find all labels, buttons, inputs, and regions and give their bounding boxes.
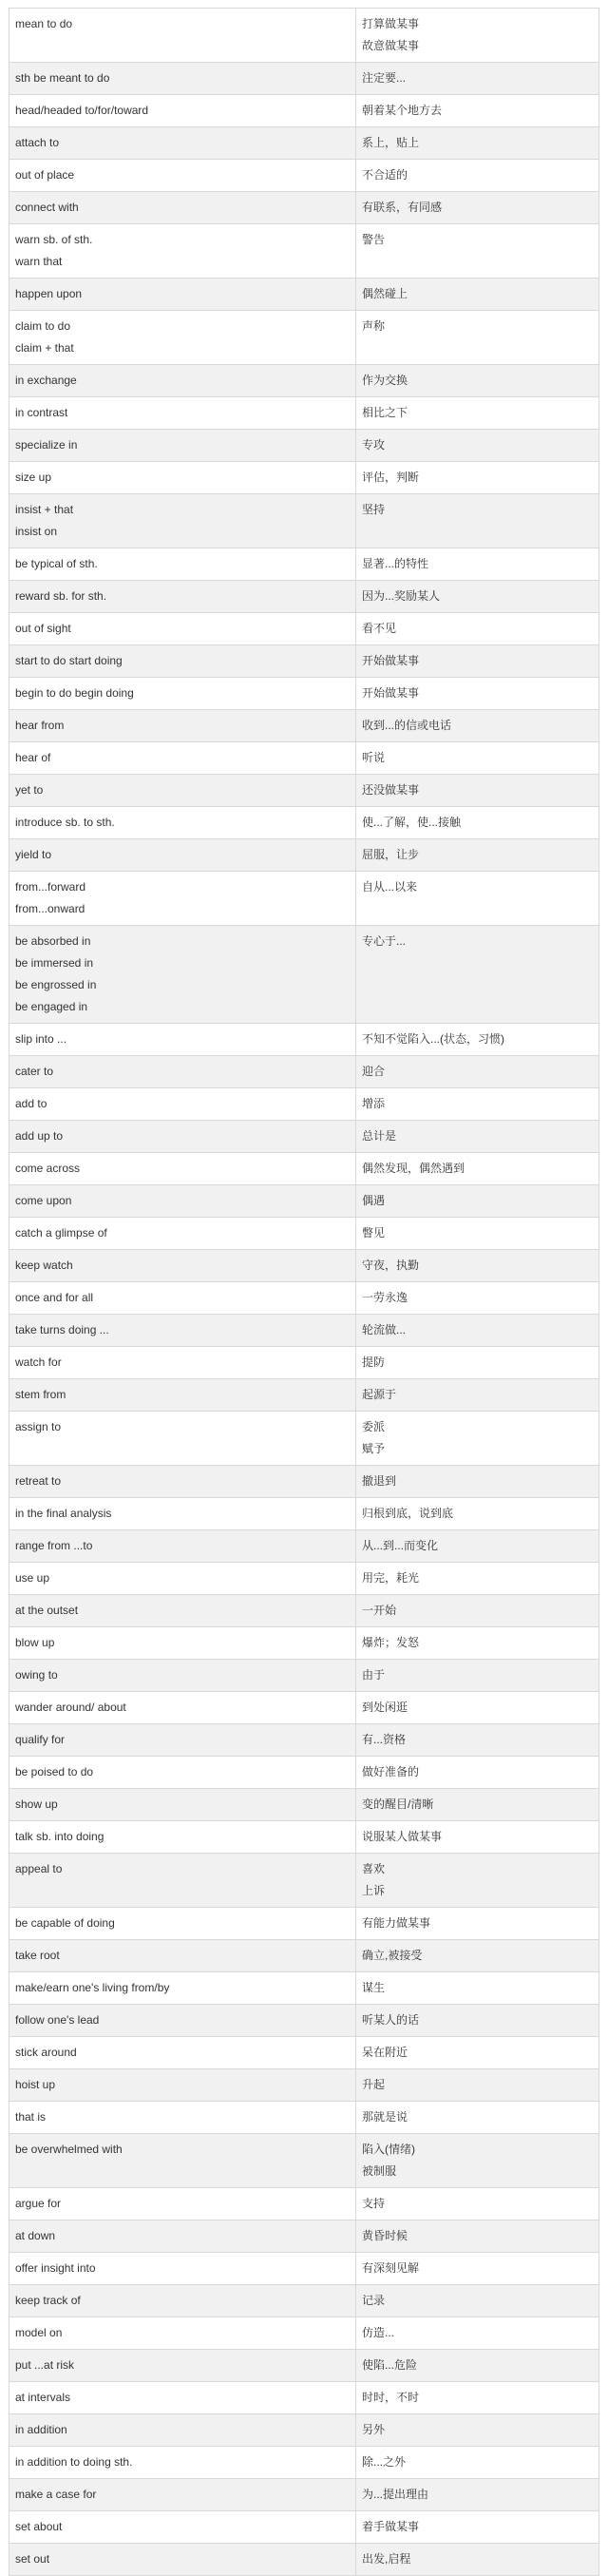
phrase-english: set about: [10, 2511, 356, 2544]
table-row: [10, 2511, 599, 2544]
phrase-chinese: 有联系，有同感: [356, 192, 599, 224]
table-row: [10, 678, 599, 710]
phrase-english: appeal to: [10, 1854, 356, 1908]
table-row: [10, 1908, 599, 1940]
phrase-chinese: 偶遇: [356, 1185, 599, 1218]
phrase-english: out of sight: [10, 613, 356, 645]
phrase-chinese: 专心于...: [356, 926, 599, 1024]
phrase-chinese: 声称: [356, 311, 599, 365]
phrase-english: be overwhelmed with: [10, 2134, 356, 2188]
table-row: [10, 2069, 599, 2102]
phrase-english: be capable of doing: [10, 1908, 356, 1940]
table-row: [10, 2479, 599, 2511]
table-row: [10, 2350, 599, 2382]
table-row: [10, 839, 599, 872]
phrase-chinese: 呆在附近: [356, 2037, 599, 2069]
phrase-english: be absorbed in be immersed in be engrossed in be engaged in: [10, 926, 356, 1024]
table-row: [10, 1821, 599, 1854]
phrase-chinese: 朝着某个地方去: [356, 95, 599, 127]
phrase-english: be poised to do: [10, 1757, 356, 1789]
phrase-english: stem from: [10, 1379, 356, 1412]
phrase-english: that is: [10, 2102, 356, 2134]
phrase-chinese: 坚持: [356, 494, 599, 548]
table-row: [10, 1056, 599, 1088]
table-row: [10, 2037, 599, 2069]
phrase-english: retreat to: [10, 1466, 356, 1498]
phrase-chinese: 确立,被接受: [356, 1940, 599, 1972]
phrase-chinese: 听某人的话: [356, 2005, 599, 2037]
phrase-english: once and for all: [10, 1282, 356, 1315]
phrase-chinese: 升起: [356, 2069, 599, 2102]
table-row: [10, 1972, 599, 2005]
table-row: [10, 2382, 599, 2414]
phrase-english: claim to do claim + that: [10, 311, 356, 365]
table-row: [10, 2317, 599, 2350]
table-row: [10, 1282, 599, 1315]
phrase-english: hoist up: [10, 2069, 356, 2102]
phrase-english: model on: [10, 2317, 356, 2350]
phrase-chinese: 出发,启程: [356, 2544, 599, 2576]
table-row: [10, 1466, 599, 1498]
phrase-chinese: 委派 赋予: [356, 1412, 599, 1466]
phrase-english: stick around: [10, 2037, 356, 2069]
phrase-english: out of place: [10, 160, 356, 192]
table-row: [10, 2102, 599, 2134]
phrase-english: reward sb. for sth.: [10, 581, 356, 613]
phrase-chinese: 轮流做...: [356, 1315, 599, 1347]
phrase-chinese: 起源于: [356, 1379, 599, 1412]
phrase-chinese: 另外: [356, 2414, 599, 2447]
phrase-chinese: 支持: [356, 2188, 599, 2220]
table-row: [10, 2544, 599, 2576]
table-row: [10, 1379, 599, 1412]
phrase-chinese: 提防: [356, 1347, 599, 1379]
table-row: [10, 1498, 599, 1530]
phrase-chinese: 系上，贴上: [356, 127, 599, 160]
phrase-chinese: 爆炸；发怒: [356, 1627, 599, 1660]
phrase-chinese: 由于: [356, 1660, 599, 1692]
phrase-chinese: 看不见: [356, 613, 599, 645]
phrase-english: specialize in: [10, 430, 356, 462]
table-row: [10, 430, 599, 462]
phrase-chinese: 专攻: [356, 430, 599, 462]
phrase-chinese: 迎合: [356, 1056, 599, 1088]
phrase-english: head/headed to/for/toward: [10, 95, 356, 127]
phrase-chinese: 黄昏时候: [356, 2220, 599, 2253]
phrase-chinese: 收到...的信或电话: [356, 710, 599, 742]
phrase-chinese: 那就是说: [356, 2102, 599, 2134]
table-row: [10, 311, 599, 365]
table-row: [10, 279, 599, 311]
phrase-english: come upon: [10, 1185, 356, 1218]
table-row: [10, 2220, 599, 2253]
phrase-chinese: 开始做某事: [356, 678, 599, 710]
phrase-english: talk sb. into doing: [10, 1821, 356, 1854]
phrase-english: assign to: [10, 1412, 356, 1466]
phrase-english: sth be meant to do: [10, 63, 356, 95]
phrase-english: begin to do begin doing: [10, 678, 356, 710]
phrase-english: catch a glimpse of: [10, 1218, 356, 1250]
phrase-chinese: 一劳永逸: [356, 1282, 599, 1315]
table-row: [10, 613, 599, 645]
phrase-english: in the final analysis: [10, 1498, 356, 1530]
phrase-english: wander around/ about: [10, 1692, 356, 1724]
phrase-chinese: 有能力做某事: [356, 1908, 599, 1940]
phrase-chinese: 仿造...: [356, 2317, 599, 2350]
phrase-english: hear of: [10, 742, 356, 775]
phrase-chinese: 到处闲逛: [356, 1692, 599, 1724]
phrase-english: make a case for: [10, 2479, 356, 2511]
phrase-chinese: 打算做某事 故意做某事: [356, 9, 599, 63]
phrase-chinese: 相比之下: [356, 397, 599, 430]
phrase-english: at intervals: [10, 2382, 356, 2414]
phrase-table: [9, 8, 599, 2576]
table-row: [10, 1854, 599, 1908]
phrase-english: argue for: [10, 2188, 356, 2220]
phrase-chinese: 显著...的特性: [356, 548, 599, 581]
table-row: [10, 775, 599, 807]
table-row: [10, 872, 599, 926]
table-row: [10, 645, 599, 678]
table-row: [10, 1088, 599, 1121]
table-row: [10, 710, 599, 742]
table-row: [10, 160, 599, 192]
table-row: [10, 2253, 599, 2285]
phrase-english: come across: [10, 1153, 356, 1185]
table-row: [10, 1218, 599, 1250]
phrase-chinese: 从...到...而变化: [356, 1530, 599, 1563]
table-row: [10, 1724, 599, 1757]
table-row: [10, 581, 599, 613]
phrase-chinese: 记录: [356, 2285, 599, 2317]
table-row: [10, 1024, 599, 1056]
phrase-chinese: 作为交换: [356, 365, 599, 397]
table-row: [10, 462, 599, 494]
table-row: [10, 2447, 599, 2479]
table-row: [10, 365, 599, 397]
phrase-english: happen upon: [10, 279, 356, 311]
phrase-chinese: 评估，判断: [356, 462, 599, 494]
phrase-chinese: 做好准备的: [356, 1757, 599, 1789]
phrase-chinese: 除...之外: [356, 2447, 599, 2479]
phrase-chinese: 守夜，执勤: [356, 1250, 599, 1282]
table-row: [10, 548, 599, 581]
phrase-chinese: 总计是: [356, 1121, 599, 1153]
table-row: [10, 742, 599, 775]
phrase-english: follow one's lead: [10, 2005, 356, 2037]
table-row: [10, 127, 599, 160]
phrase-chinese: 有...资格: [356, 1724, 599, 1757]
phrase-chinese: 不合适的: [356, 160, 599, 192]
table-row: [10, 95, 599, 127]
phrase-english: take root: [10, 1940, 356, 1972]
phrase-chinese: 使...了解，使...接触: [356, 807, 599, 839]
phrase-chinese: 瞥见: [356, 1218, 599, 1250]
phrase-chinese: 自从...以来: [356, 872, 599, 926]
phrase-chinese: 不知不觉陷入...(状态，习惯): [356, 1024, 599, 1056]
phrase-english: in addition to doing sth.: [10, 2447, 356, 2479]
phrase-chinese: 听说: [356, 742, 599, 775]
phrase-english: size up: [10, 462, 356, 494]
phrase-chinese: 偶然碰上: [356, 279, 599, 311]
table-row: [10, 1627, 599, 1660]
phrase-english: introduce sb. to sth.: [10, 807, 356, 839]
phrase-english: cater to: [10, 1056, 356, 1088]
phrase-chinese: 警告: [356, 224, 599, 279]
table-row: [10, 1185, 599, 1218]
table-row: [10, 2188, 599, 2220]
table-row: [10, 807, 599, 839]
table-row: [10, 9, 599, 63]
phrase-english: watch for: [10, 1347, 356, 1379]
phrase-chinese: 喜欢 上诉: [356, 1854, 599, 1908]
phrase-english: use up: [10, 1563, 356, 1595]
phrase-chinese: 使陷...危险: [356, 2350, 599, 2382]
table-row: [10, 2414, 599, 2447]
phrase-chinese: 时时，不时: [356, 2382, 599, 2414]
phrase-english: connect with: [10, 192, 356, 224]
phrase-chinese: 变的醒目/清晰: [356, 1789, 599, 1821]
phrase-english: offer insight into: [10, 2253, 356, 2285]
table-row: [10, 224, 599, 279]
table-row: [10, 1250, 599, 1282]
phrase-table-body: [10, 9, 599, 2576]
phrase-english: insist + that insist on: [10, 494, 356, 548]
table-row: [10, 494, 599, 548]
phrase-english: keep watch: [10, 1250, 356, 1282]
phrase-english: add to: [10, 1088, 356, 1121]
phrase-chinese: 有深刻见解: [356, 2253, 599, 2285]
phrase-chinese: 陷入(情绪) 被制服: [356, 2134, 599, 2188]
table-row: [10, 1789, 599, 1821]
phrase-english: in addition: [10, 2414, 356, 2447]
phrase-english: start to do start doing: [10, 645, 356, 678]
table-row: [10, 397, 599, 430]
phrase-english: blow up: [10, 1627, 356, 1660]
table-row: [10, 1660, 599, 1692]
phrase-english: owing to: [10, 1660, 356, 1692]
table-row: [10, 1530, 599, 1563]
phrase-english: make/earn one's living from/by: [10, 1972, 356, 2005]
phrase-english: be typical of sth.: [10, 548, 356, 581]
phrase-chinese: 增添: [356, 1088, 599, 1121]
phrase-chinese: 为...提出理由: [356, 2479, 599, 2511]
phrase-english: in exchange: [10, 365, 356, 397]
phrase-english: yield to: [10, 839, 356, 872]
phrase-english: take turns doing ...: [10, 1315, 356, 1347]
phrase-english: at the outset: [10, 1595, 356, 1627]
table-row: [10, 192, 599, 224]
phrase-chinese: 撤退到: [356, 1466, 599, 1498]
table-row: [10, 926, 599, 1024]
table-row: [10, 1692, 599, 1724]
phrase-english: warn sb. of sth. warn that: [10, 224, 356, 279]
phrase-chinese: 着手做某事: [356, 2511, 599, 2544]
table-row: [10, 1412, 599, 1466]
phrase-english: show up: [10, 1789, 356, 1821]
phrase-chinese: 注定要...: [356, 63, 599, 95]
table-row: [10, 1315, 599, 1347]
phrase-english: mean to do: [10, 9, 356, 63]
phrase-chinese: 因为...奖励某人: [356, 581, 599, 613]
table-row: [10, 2134, 599, 2188]
table-row: [10, 2005, 599, 2037]
table-row: [10, 1940, 599, 1972]
table-row: [10, 1153, 599, 1185]
phrase-chinese: 归根到底，说到底: [356, 1498, 599, 1530]
phrase-chinese: 屈服，让步: [356, 839, 599, 872]
phrase-chinese: 开始做某事: [356, 645, 599, 678]
phrase-chinese: 说服某人做某事: [356, 1821, 599, 1854]
table-row: [10, 1757, 599, 1789]
table-row: [10, 1595, 599, 1627]
phrase-english: add up to: [10, 1121, 356, 1153]
phrase-english: keep track of: [10, 2285, 356, 2317]
phrase-english: in contrast: [10, 397, 356, 430]
phrase-chinese: 谋生: [356, 1972, 599, 2005]
phrase-english: at down: [10, 2220, 356, 2253]
phrase-english: hear from: [10, 710, 356, 742]
table-row: [10, 2285, 599, 2317]
phrase-chinese: 一开始: [356, 1595, 599, 1627]
phrase-english: from...forward from...onward: [10, 872, 356, 926]
table-row: [10, 1121, 599, 1153]
phrase-table-container: [9, 8, 599, 2576]
phrase-english: put ...at risk: [10, 2350, 356, 2382]
table-row: [10, 1563, 599, 1595]
phrase-chinese: 偶然发现，偶然遇到: [356, 1153, 599, 1185]
phrase-english: attach to: [10, 127, 356, 160]
table-row: [10, 1347, 599, 1379]
phrase-english: set out: [10, 2544, 356, 2576]
phrase-english: range from ...to: [10, 1530, 356, 1563]
phrase-chinese: 还没做某事: [356, 775, 599, 807]
phrase-chinese: 用完，耗光: [356, 1563, 599, 1595]
table-row: [10, 63, 599, 95]
phrase-english: slip into ...: [10, 1024, 356, 1056]
phrase-english: qualify for: [10, 1724, 356, 1757]
phrase-english: yet to: [10, 775, 356, 807]
